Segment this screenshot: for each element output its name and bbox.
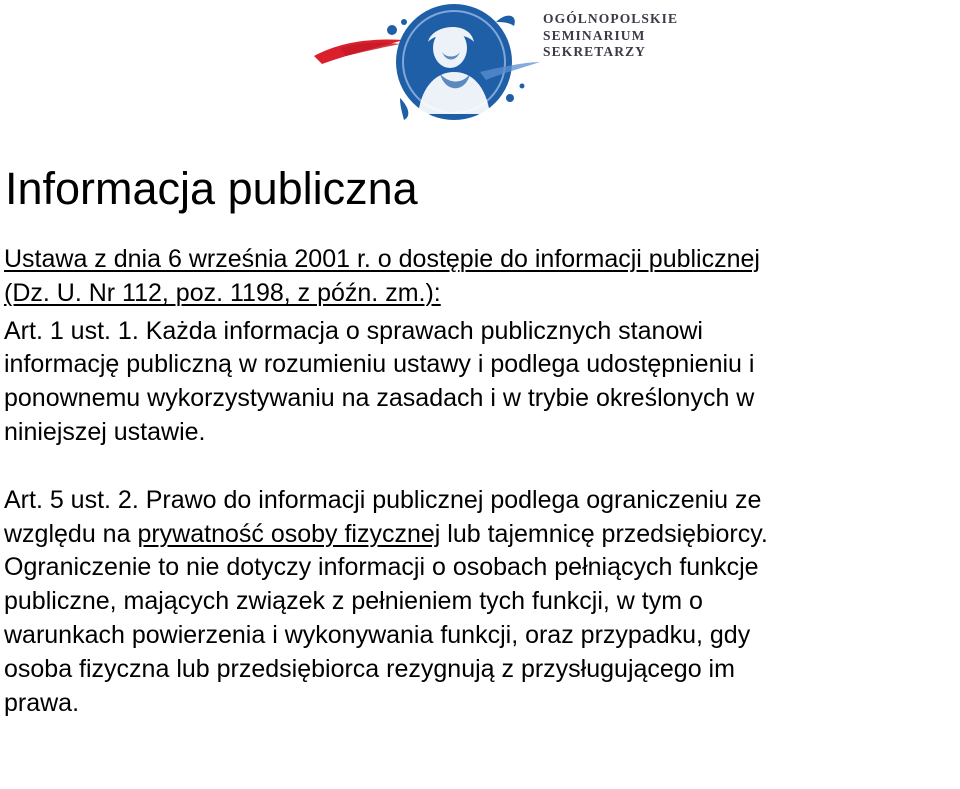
paragraph-line: Art. 1 ust. 1. Każda informacja o sprawach publicznych stanowi	[4, 316, 703, 345]
paragraph-line	[4, 518, 956, 552]
blue-splash	[520, 84, 525, 89]
logo	[300, 2, 720, 126]
logo-line-3: SEKRETARZY	[543, 44, 647, 59]
law-reference-line[interactable]: (Dz. U. Nr 112, poz. 1198, z późn. zm.):	[4, 278, 441, 307]
paragraph-line: niniejszej ustawie.	[4, 417, 206, 446]
blue-splash	[401, 19, 407, 25]
paragraph-line: publiczne, mających związek z pełnieniem tych funkcji, w tym o	[4, 587, 703, 616]
article-5-paragraph	[4, 484, 956, 721]
paragraph-line: ponownemu wykorzystywaniu na zasadach i w trybie określonych w	[4, 384, 755, 413]
blue-splash	[400, 98, 408, 120]
paragraph-text: lub tajemnicę przedsiębiorcy.	[440, 519, 768, 548]
paragraph-line: warunkach powierzenia i wykonywania funkcji, oraz przypadku, gdy	[4, 620, 751, 649]
blue-splash	[506, 94, 514, 102]
logo-line-2: SEMINARIUM	[543, 27, 646, 43]
paragraph-line: prawa.	[4, 688, 80, 717]
blue-splash	[496, 16, 515, 26]
privacy-link[interactable]: prywatność osoby fizycznej	[137, 519, 441, 548]
paragraph-line: osoba fizyczna lub przedsiębiorca rezygnują z przysługującego im	[4, 654, 735, 683]
document-body	[4, 243, 956, 720]
seminar-logo-emblem	[300, 2, 540, 126]
logo-line-1: OGÓLNOPOLSKIE	[543, 11, 679, 26]
paragraph-line: informację publiczną w rozumieniu ustawy i podlega udostępnieniu i	[4, 350, 755, 379]
paragraph-text: względu na	[4, 519, 138, 548]
article-1-paragraph	[4, 315, 956, 450]
paragraph-line: Art. 5 ust. 2. Prawo do informacji publicznej podlega ograniczeniu ze	[4, 485, 762, 514]
logo-wordmark	[543, 11, 678, 61]
blue-splash	[387, 25, 397, 35]
law-reference[interactable]	[4, 243, 956, 311]
paragraph-line: Ograniczenie to nie dotyczy informacji o osobach pełniących funkcje	[4, 553, 759, 582]
law-reference-line[interactable]: Ustawa z dnia 6 września 2001 r. o dostępie do informacji publicznej	[4, 245, 760, 273]
page-title: Informacja publiczna	[5, 163, 418, 214]
